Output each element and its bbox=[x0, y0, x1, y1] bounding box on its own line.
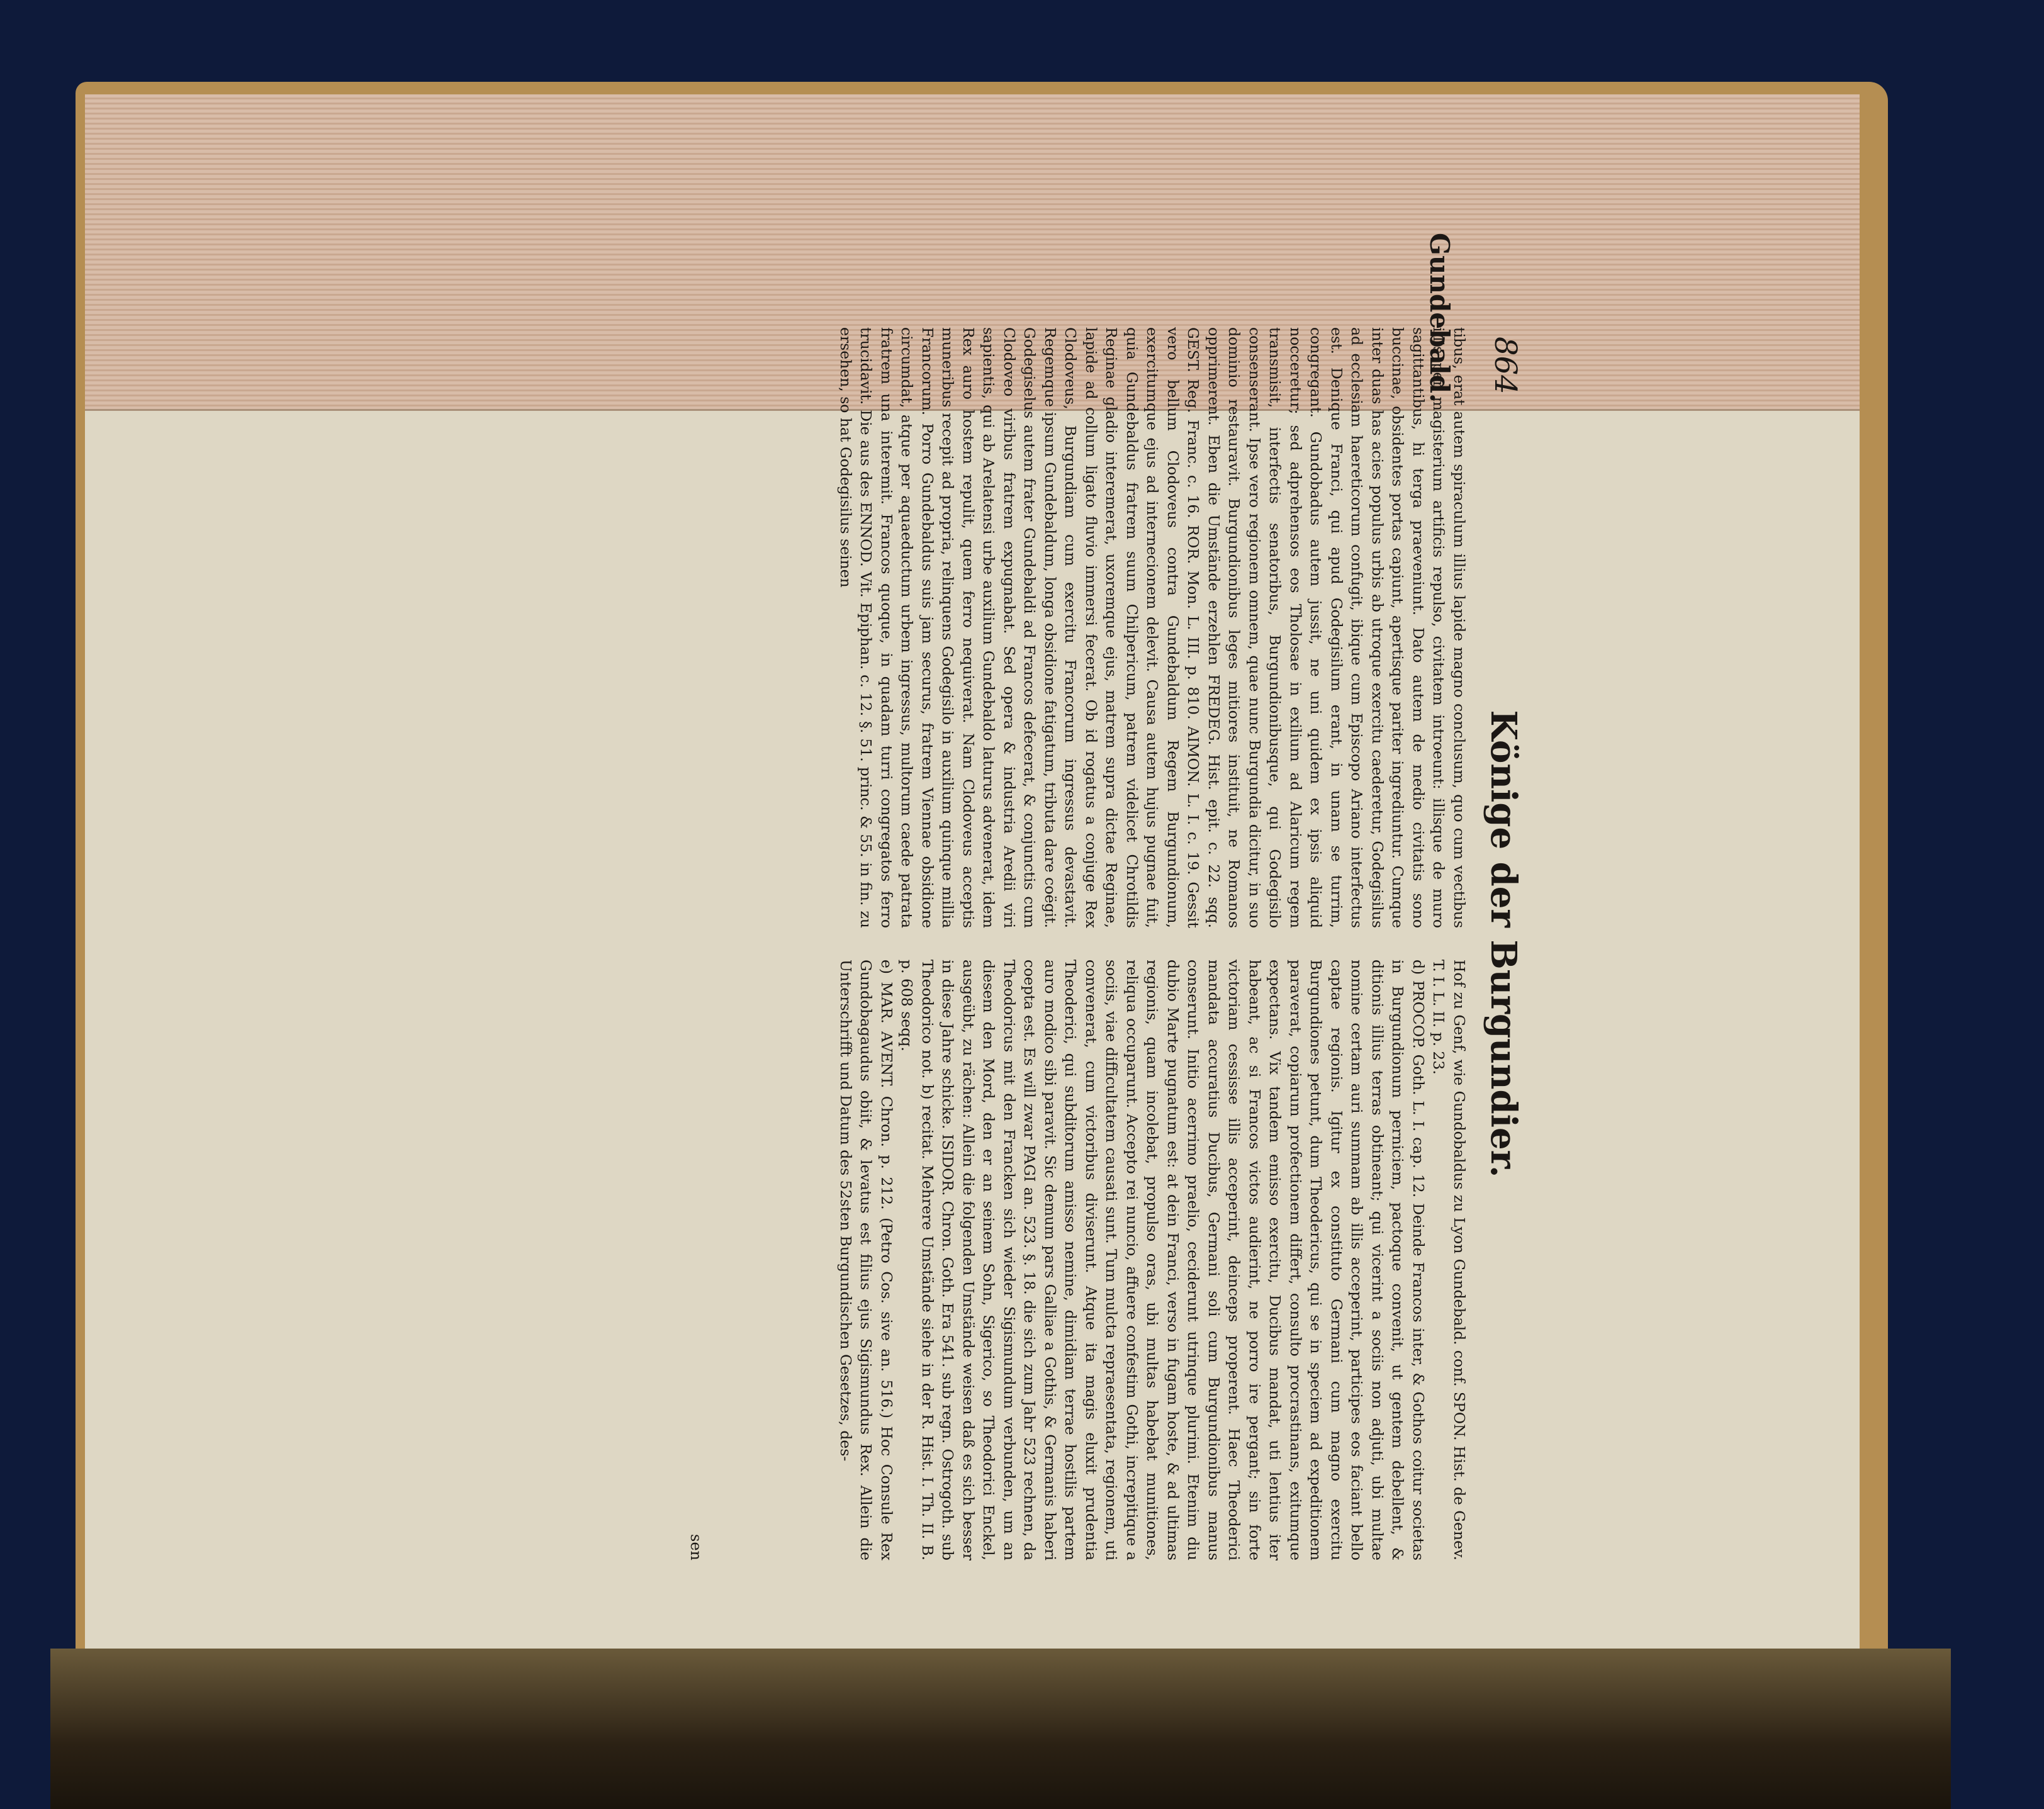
footnote-e: e) MAR. AVENT. Chron. p. 212. (Petro Cos. sive an. 516.) Hoc Consule Rex Gundobagaudus obiit, & levatus est filius ejus Sigismundus Rex. Allein die Unterschrifft und Datum des 52sten Burgundischen Gesetzes, des- bbox=[837, 960, 896, 1560]
catchword: sen bbox=[687, 1534, 705, 1560]
right-column bbox=[836, 960, 1470, 1560]
page-number: 864 bbox=[1488, 337, 1523, 395]
text-columns bbox=[836, 327, 1470, 1560]
left-column bbox=[836, 327, 1470, 928]
rotated-page bbox=[673, 233, 1529, 1560]
footnote-d: d) PROCOP. Goth. L. I. cap. 12. Deinde Francos inter, & Gothos coitur societas in Burgundionum perniciem, pactoque convenit, ut gentem debellent, & ditionis illius terras obtineant; qui vicerint a sociis non adjuti, ubi multae nomine certam auri summam ab illis acceperint, participes eos faciant bello captae regionis. Igitur ex constituto Germani cum magno exercitu Burgundiones petunt, dum Theodericus, qui se in speciem ad expeditionem paraverat, copiarum profectionem differt, consulto procrastinans, exitumque expectans. Vix tandem emisso exercitu, Ducibus mandat, uti lentius iter habeant, ac si Francos victos audierint, ne porro ire pergant; sin forte victoriam cessisse illis acceperint, deinceps properent. Haec Theoderici mandata accuratius Ducibus, Germani soli cum Burgundionibus manus conserunt. Initio acerrimo praelio, ceciderunt utrinque plurimi. Etenim diu dubio Marte pugnatum est: at dein Franci, verso in fugam hoste, & ad ultimas regionis, quam incolebat, propulso oras, ubi multas habebat munitiones, reliqua occuparunt. Accepto rei nuncio, affuere confestim Gothi, increpitique a sociis, viae difficultatem causati sunt. Tum mulcta repraesentata, regionem, uti convenerat, cum victoribus diviserunt. Atque ita magis eluxit prudentia Theoderici, qui subditorum amisso nemine, dimidiam terrae hostilis partem auro modico sibi paravit. Sic demum pars Galliae a Gothis, & Germanis haberi coepta est. Es will zwar PAGI an. 523. §. 18. die sich zum Jahr 523 rechnen, da Theodoricus mit den Francken sich wieder Sigismundum verbunden, um an diesem den Mord, den er an seinem Sohn, Sigerico, so Theodorici Enckel, ausgeübt, zu rächen: Allein die folgenden Umstände weisen daß es sich besser in diese Jahre schicke. ISIDOR. Chron. Goth. Era 541. sub regn. Ostrogoth. sub Theodorico not. b) recitat. Mehrere Umstände siehe in der R. Hist. I. Th. II. B. p. 608 seqq. bbox=[898, 960, 1427, 1560]
left-paragraph: tibus, erat autem spiraculum illius lapide magno conclusum, quo cum vectibus illis per magisterium artificis repulso, civitatem introeunt: illisque de muro sagittantibus, hi terga praeveniunt. Dato autem de medio civitatis sono buccinae, obsidentes portas capiunt, apertisque pariter ingrediuntur. Cumque inter duas has acies populus urbis ab utroque exercitu caederetur, Godegisilus ad ecclesiam haereticorum confugit, ibique cum Episcopo Ariano interfectus est. Denique Franci, qui apud Godegisilum erant, in unam se turrim, congregant. Gundobadus autem jussit, ne uni quidem ex ipsis aliquid nocceretur; sed adprehensos eos Tholosae in exilium ad Alaricum regem transmisit, interfectis senatoribus, Burgundionibusque, qui Godegisilo consenserant. Ipse vero regionem omnem, quae nunc Burgundia dicitur, in suo dominio restauravit. Burgundionibus leges mitiores instituit, ne Romanos opprimerent. Eben die Umstände erzehlen FREDEG. Hist. epit. c. 22. sqq. GEST. Reg. Franc. c. 16. ROR. Mon. L. III. p. 810. AIMON. L. I. c. 19. Gessit vero bellum Clodoveus contra Gundebaldum Regem Burgundionum, exercitumque ejus ad internecionem delevit. Causa autem hujus pugnae fuit, quia Gundebaldus fratrem suum Chilpericum, patrem videlicet Chrotildis Reginae gladio interemerat, uxoremque ejus, matrem supra dictae Reginae, lapide ad collum ligato fluvio immersi fecerat. Ob id rogatus a conjuge Rex Clodoveus, Burgundiam cum exercitu Francorum ingressus devastavit. Regemque ipsum Gundebaldum, longa obsidione fatigatum, tributa dare coëgit. Godegiselus autem frater Gundebaldi ad Francos defecerat, & conjunctis cum Clodoveo viribus fratrem expugnabat. Sed opera & industria Aredii viri sapientis, qui ab Arelatensi urbe auxilium Gundebaldo laturus advenerat, idem Rex auro hostem repulit, quem ferro nequiverat. Nam Clodoveus acceptis muneribus recepit ad propria, relinquens Godegisilo in auxilium quinque millia Francorum. Porro Gundebaldus suis jam securus, fratrem Viennae obsidione circumdat, atque per aquaeductum urbem ingressus, multorum caede patrata fratrem una interemit. Francos quoque, in quadam turri congregatos ferro trucidavit. Die aus des ENNOD. Vit. Epiphan. c. 12. §. 51. princ. & 55. in fin. zu ersehen, so hat Godegisilus seinen bbox=[837, 327, 1468, 928]
running-head bbox=[1479, 327, 1529, 1560]
footnote-continuation: Hof zu Genf, wie Gundobaldus zu Lyon Gundebald. conf. SPON. Hist. de Genev. T. I. L. II. p. 23. bbox=[1430, 960, 1468, 1560]
running-title: Könige der Burgundier. bbox=[1483, 710, 1524, 1178]
margin-note: Gundebald. bbox=[1424, 233, 1455, 403]
book-gutter bbox=[50, 1649, 1951, 1809]
